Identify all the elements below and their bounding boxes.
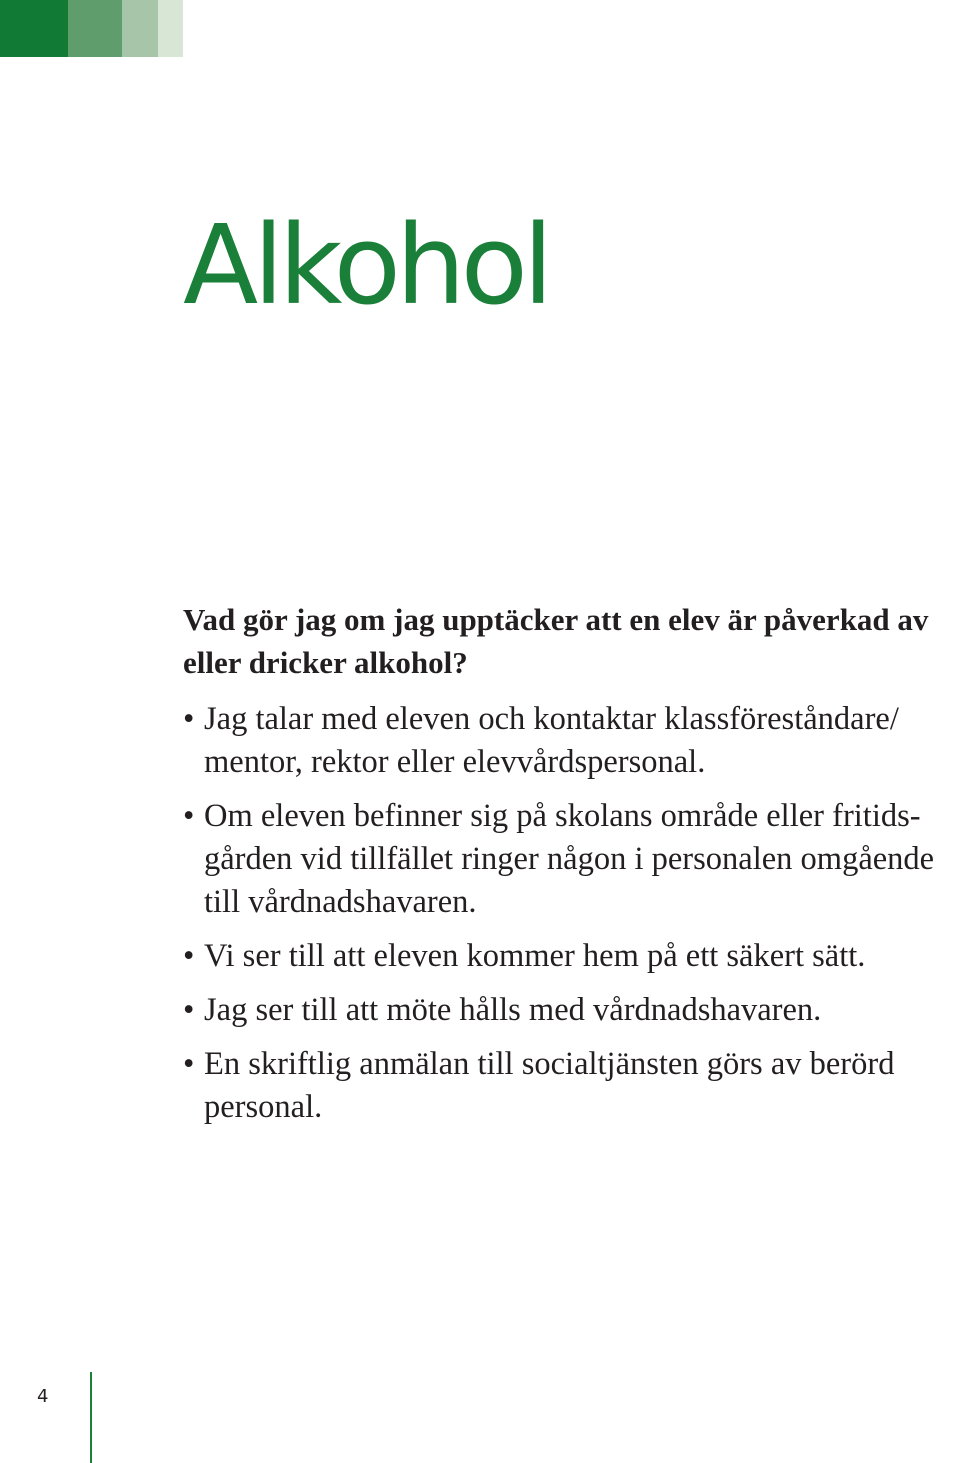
list-item-text: Jag talar med eleven och kontaktar klassföreståndare/ mentor, rektor eller elevvårdspersonal. — [204, 701, 899, 780]
page-number-divider — [90, 1372, 92, 1463]
header-color-bars — [0, 0, 183, 57]
bullet-icon: • — [183, 701, 195, 737]
list-item-text: Jag ser till att möte hålls med vårdnadshavaren. — [204, 992, 822, 1028]
bullet-icon: • — [183, 992, 195, 1028]
list-item — [183, 1043, 958, 1129]
list-item — [183, 698, 958, 784]
bullet-icon: • — [183, 1046, 195, 1082]
color-bar-pale-green — [158, 0, 183, 57]
page-title: Alkohol — [183, 201, 549, 329]
main-content — [183, 598, 958, 1140]
page-number: 4 — [37, 1386, 49, 1407]
section-question: Vad gör jag om jag upptäcker att en elev är påverkad av eller dricker alkohol? — [183, 602, 929, 680]
bullet-icon: • — [183, 798, 195, 834]
color-bar-dark-green — [0, 0, 68, 57]
bullet-list — [183, 698, 958, 1129]
list-item — [183, 795, 958, 924]
color-bar-medium-green — [68, 0, 122, 57]
list-item — [183, 935, 958, 978]
list-item-text: Vi ser till att eleven kommer hem på ett säkert sätt. — [204, 938, 866, 974]
bullet-icon: • — [183, 938, 195, 974]
list-item-text: En skriftlig anmälan till socialtjänsten görs av berörd personal. — [204, 1046, 895, 1125]
color-bar-light-green — [122, 0, 158, 57]
list-item-text: Om eleven befinner sig på skolans område eller fritids-gården vid tillfället ringer någon i personalen omgående till vårdnadshavaren. — [204, 798, 935, 920]
list-item — [183, 989, 958, 1032]
